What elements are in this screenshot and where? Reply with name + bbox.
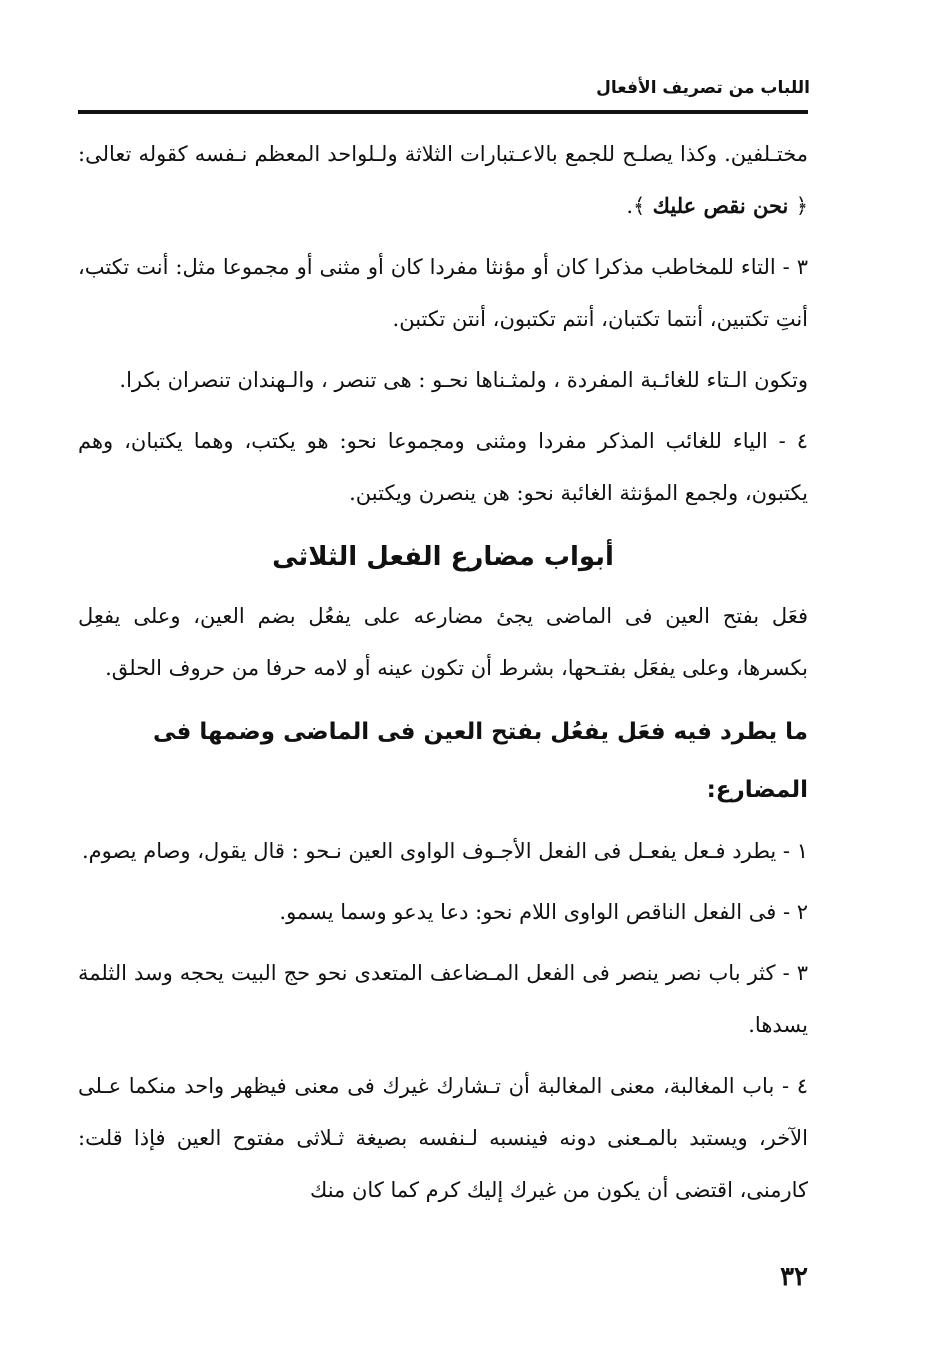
quran-citation-prefix: كقوله تعالى: ﴿ <box>78 142 808 218</box>
running-header-title: اللباب من تصريف الأفعال <box>596 78 810 98</box>
quran-citation-suffix: ﴾. <box>626 194 646 218</box>
paragraph-feminine-absent: وتكون الـتاء للغائـبة المفردة ، ولمثـناها نحـو : هى تنصر ، والـهندان تنصران بكرا. <box>119 368 808 392</box>
rule-item-2: ٢ - فى الفعل الناقص الواوى اللام نحو: دعا يدعو وسما يسمو. <box>279 900 808 924</box>
rule-item-4: ٤ - باب المغالبة، معنى المغالبة أن تـشارك غيرك فى معنى فيظهر واحد منكما عـلى الآخر، ويستبد بالمـعنى دونه فينسبه لـنفسه بصيغة ثـلاثى مفتوح العين فإذا قلت: كارمنى، اقتضى أن يكون من غيرك إليك كرم كما كان منك <box>78 1074 808 1202</box>
header-rule <box>78 110 808 114</box>
section-intro: فعَل بفتح العين فى الماضى يجئ مضارعه على يفعُل بضم العين، وعلى يفعِل بكسرها، وعلى يفعَل بفتـحها، بشرط أن تكون عينه أو لامه حرفا من حروف الحلق. <box>78 604 808 680</box>
subsection-heading: ما يطرد فيه فعَل يفعُل بفتح العين فى الماضى وضمها فى المضارع: <box>152 719 808 803</box>
paragraph-item-4: ٤ - الياء للغائب المذكر مفردا ومثنى ومجموعا نحو: هو يكتب، وهما يكتبان، وهم يكتبون، ولجمع المؤنثة الغائبة نحو: هن ينصرن ويكتبن. <box>78 429 808 505</box>
paragraph-continuation <box>78 128 808 232</box>
page-number: ٣٢ <box>780 1262 808 1292</box>
rule-item-3: ٣ - كثر باب نصر ينصر فى الفعل المـضاعف المتعدى نحو حج البيت يحجه وسد الثلمة يسدها. <box>78 961 808 1037</box>
paragraph-item-3: ٣ - التاء للمخاطب مذكرا كان أو مؤنثا مفردا كان أو مثنى أو مجموعا مثل: أنت تكتب، أنتِ تكتبين، أنتما تكتبان، أنتم تكتبون، أنتن تكتبن. <box>78 255 808 331</box>
rule-item-1: ١ - يطرد فـعل يفعـل فى الفعل الأجـوف الواوى العين نـحو : قال يقول، وصام يصوم. <box>81 839 808 863</box>
paragraph-line: مختـلفين. وكذا يصلـح للجمع بالاعـتبارات الثلاثة ولـلواحد المعظم نـفسه <box>194 142 808 166</box>
section-heading: أبواب مضارع الفعل الثلاثى <box>272 542 614 572</box>
quran-citation: نحن نقص عليك <box>645 193 796 218</box>
page-body <box>78 128 808 1225</box>
